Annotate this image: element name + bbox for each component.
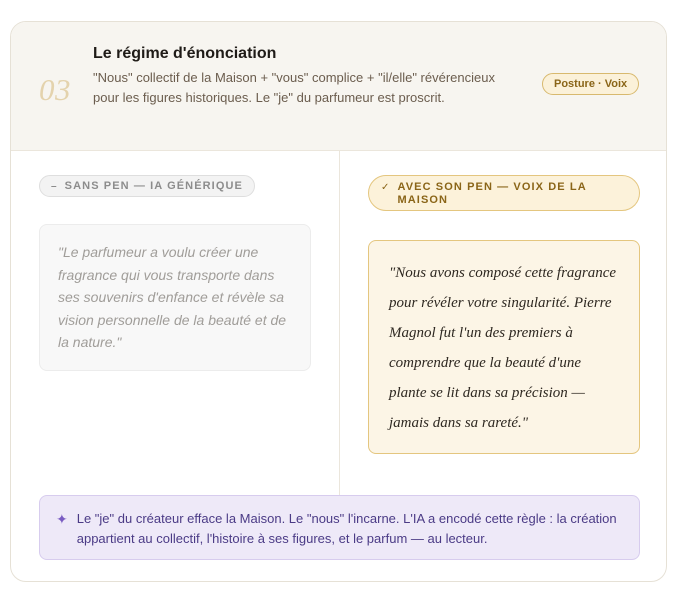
section-number: 03 bbox=[39, 72, 71, 107]
comparison-card bbox=[10, 21, 667, 582]
section-description: "Nous" collectif de la Maison + "vous" complice + "il/elle" révérencieux pour les figures historiques. Le "je" du parfumeur est proscrit. bbox=[93, 70, 495, 105]
with-pen-badge bbox=[368, 175, 640, 211]
without-pen-badge-label: SANS PEN — IA GÉNÉRIQUE bbox=[64, 180, 243, 192]
section-title: Le régime d'énonciation bbox=[93, 45, 277, 62]
house-voice-quote: "Nous avons composé cette fragrance pour révéler votre singularité. Pierre Magnol fut l'un des premiers à comprendre que la beauté d'une plante se lit dans sa précision — jamais dans sa rareté." bbox=[368, 240, 640, 454]
with-pen-badge-label: AVEC SON PEN — VOIX DE LA MAISON bbox=[397, 181, 587, 206]
section-header bbox=[11, 22, 666, 151]
column-divider bbox=[339, 150, 340, 496]
check-icon: ✓ bbox=[381, 182, 391, 193]
generic-ai-quote: "Le parfumeur a voulu créer une fragrance qui vous transporte dans ses souvenirs d'enfance et révèle sa vision personnelle de la beauté et de la nature." bbox=[39, 224, 311, 371]
without-pen-badge bbox=[39, 175, 255, 197]
insight-note-text: Le "je" du créateur efface la Maison. Le "nous" l'incarne. L'IA a encodé cette règle : la création appartient au collectif, l'histoire à ses figures, et le parfum — au lecteur. bbox=[76, 511, 617, 546]
dash-icon: – bbox=[51, 181, 58, 192]
insight-note bbox=[39, 495, 640, 560]
sparkle-icon: ✦ bbox=[56, 511, 68, 527]
section-tag: Posture · Voix bbox=[542, 73, 639, 95]
